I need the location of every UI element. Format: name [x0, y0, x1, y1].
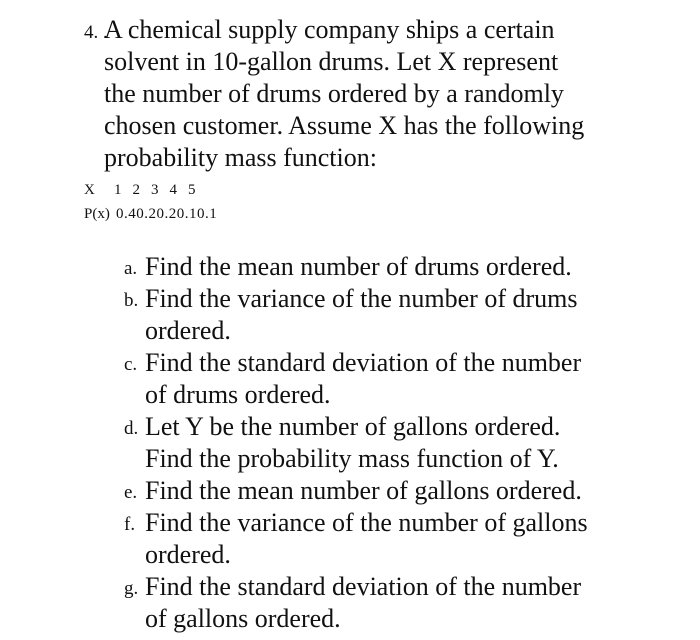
part-b: [124, 283, 684, 347]
stem-line: the number of drums ordered by a randomly: [104, 79, 564, 108]
stem-line: solvent in 10-gallon drums. Let X represent: [104, 47, 559, 76]
pmf-x-value: 4: [169, 182, 177, 198]
part-g: [124, 571, 684, 635]
part-line: Find the variance of the number of drums: [145, 284, 578, 313]
part-letter: c.: [124, 354, 138, 375]
pmf-x-label: X: [84, 182, 95, 198]
pmf-p-value: 0.1: [176, 206, 197, 222]
problem-stem: [104, 14, 644, 174]
part-line: Find the mean number of gallons ordered.: [145, 476, 582, 505]
pmf-x-value: 1: [114, 182, 122, 198]
part-line: Find the standard deviation of the number: [145, 348, 582, 377]
part-c: [124, 347, 684, 411]
part-letter: b.: [124, 290, 139, 311]
part-letter: d.: [124, 418, 139, 439]
stem-line: A chemical supply company ships a certain: [104, 15, 555, 44]
part-f: [124, 507, 684, 571]
pmf-x-value: 3: [151, 182, 159, 198]
pmf-p-value: 0.1: [197, 206, 218, 222]
pmf-p-label: P(x): [84, 206, 110, 222]
part-d: [124, 411, 684, 475]
pmf-p-value: 0.2: [136, 206, 157, 222]
part-line: ordered.: [145, 540, 231, 569]
part-letter: g.: [124, 578, 139, 599]
part-line: of gallons ordered.: [145, 604, 341, 633]
pmf-p-row: [84, 202, 217, 226]
part-line: Find the probability mass function of Y.: [145, 444, 559, 473]
part-e: [124, 475, 684, 507]
stem-line: probability mass function:: [104, 143, 377, 172]
pmf-p-value: 0.4: [116, 206, 137, 222]
part-line: Let Y be the number of gallons ordered.: [145, 412, 561, 441]
part-letter: a.: [124, 258, 138, 279]
part-line: Find the standard deviation of the number: [145, 572, 582, 601]
pmf-x-row: [84, 178, 217, 202]
pmf-table: [84, 178, 217, 226]
stem-line: chosen customer. Assume X has the following: [104, 111, 585, 140]
pmf-p-value: 0.2: [156, 206, 177, 222]
part-line: Find the mean number of drums ordered.: [145, 252, 572, 281]
problem-number: 4. .: [84, 22, 108, 43]
part-line: ordered.: [145, 316, 231, 345]
part-a: [124, 251, 684, 283]
part-line: Find the variance of the number of gallons: [145, 508, 588, 537]
part-letter: f.: [124, 514, 136, 535]
part-line: of drums ordered.: [145, 380, 331, 409]
pmf-x-value: 5: [188, 182, 196, 198]
part-letter: e.: [124, 482, 138, 503]
question-parts: [124, 251, 684, 635]
pmf-x-value: 2: [132, 182, 140, 198]
